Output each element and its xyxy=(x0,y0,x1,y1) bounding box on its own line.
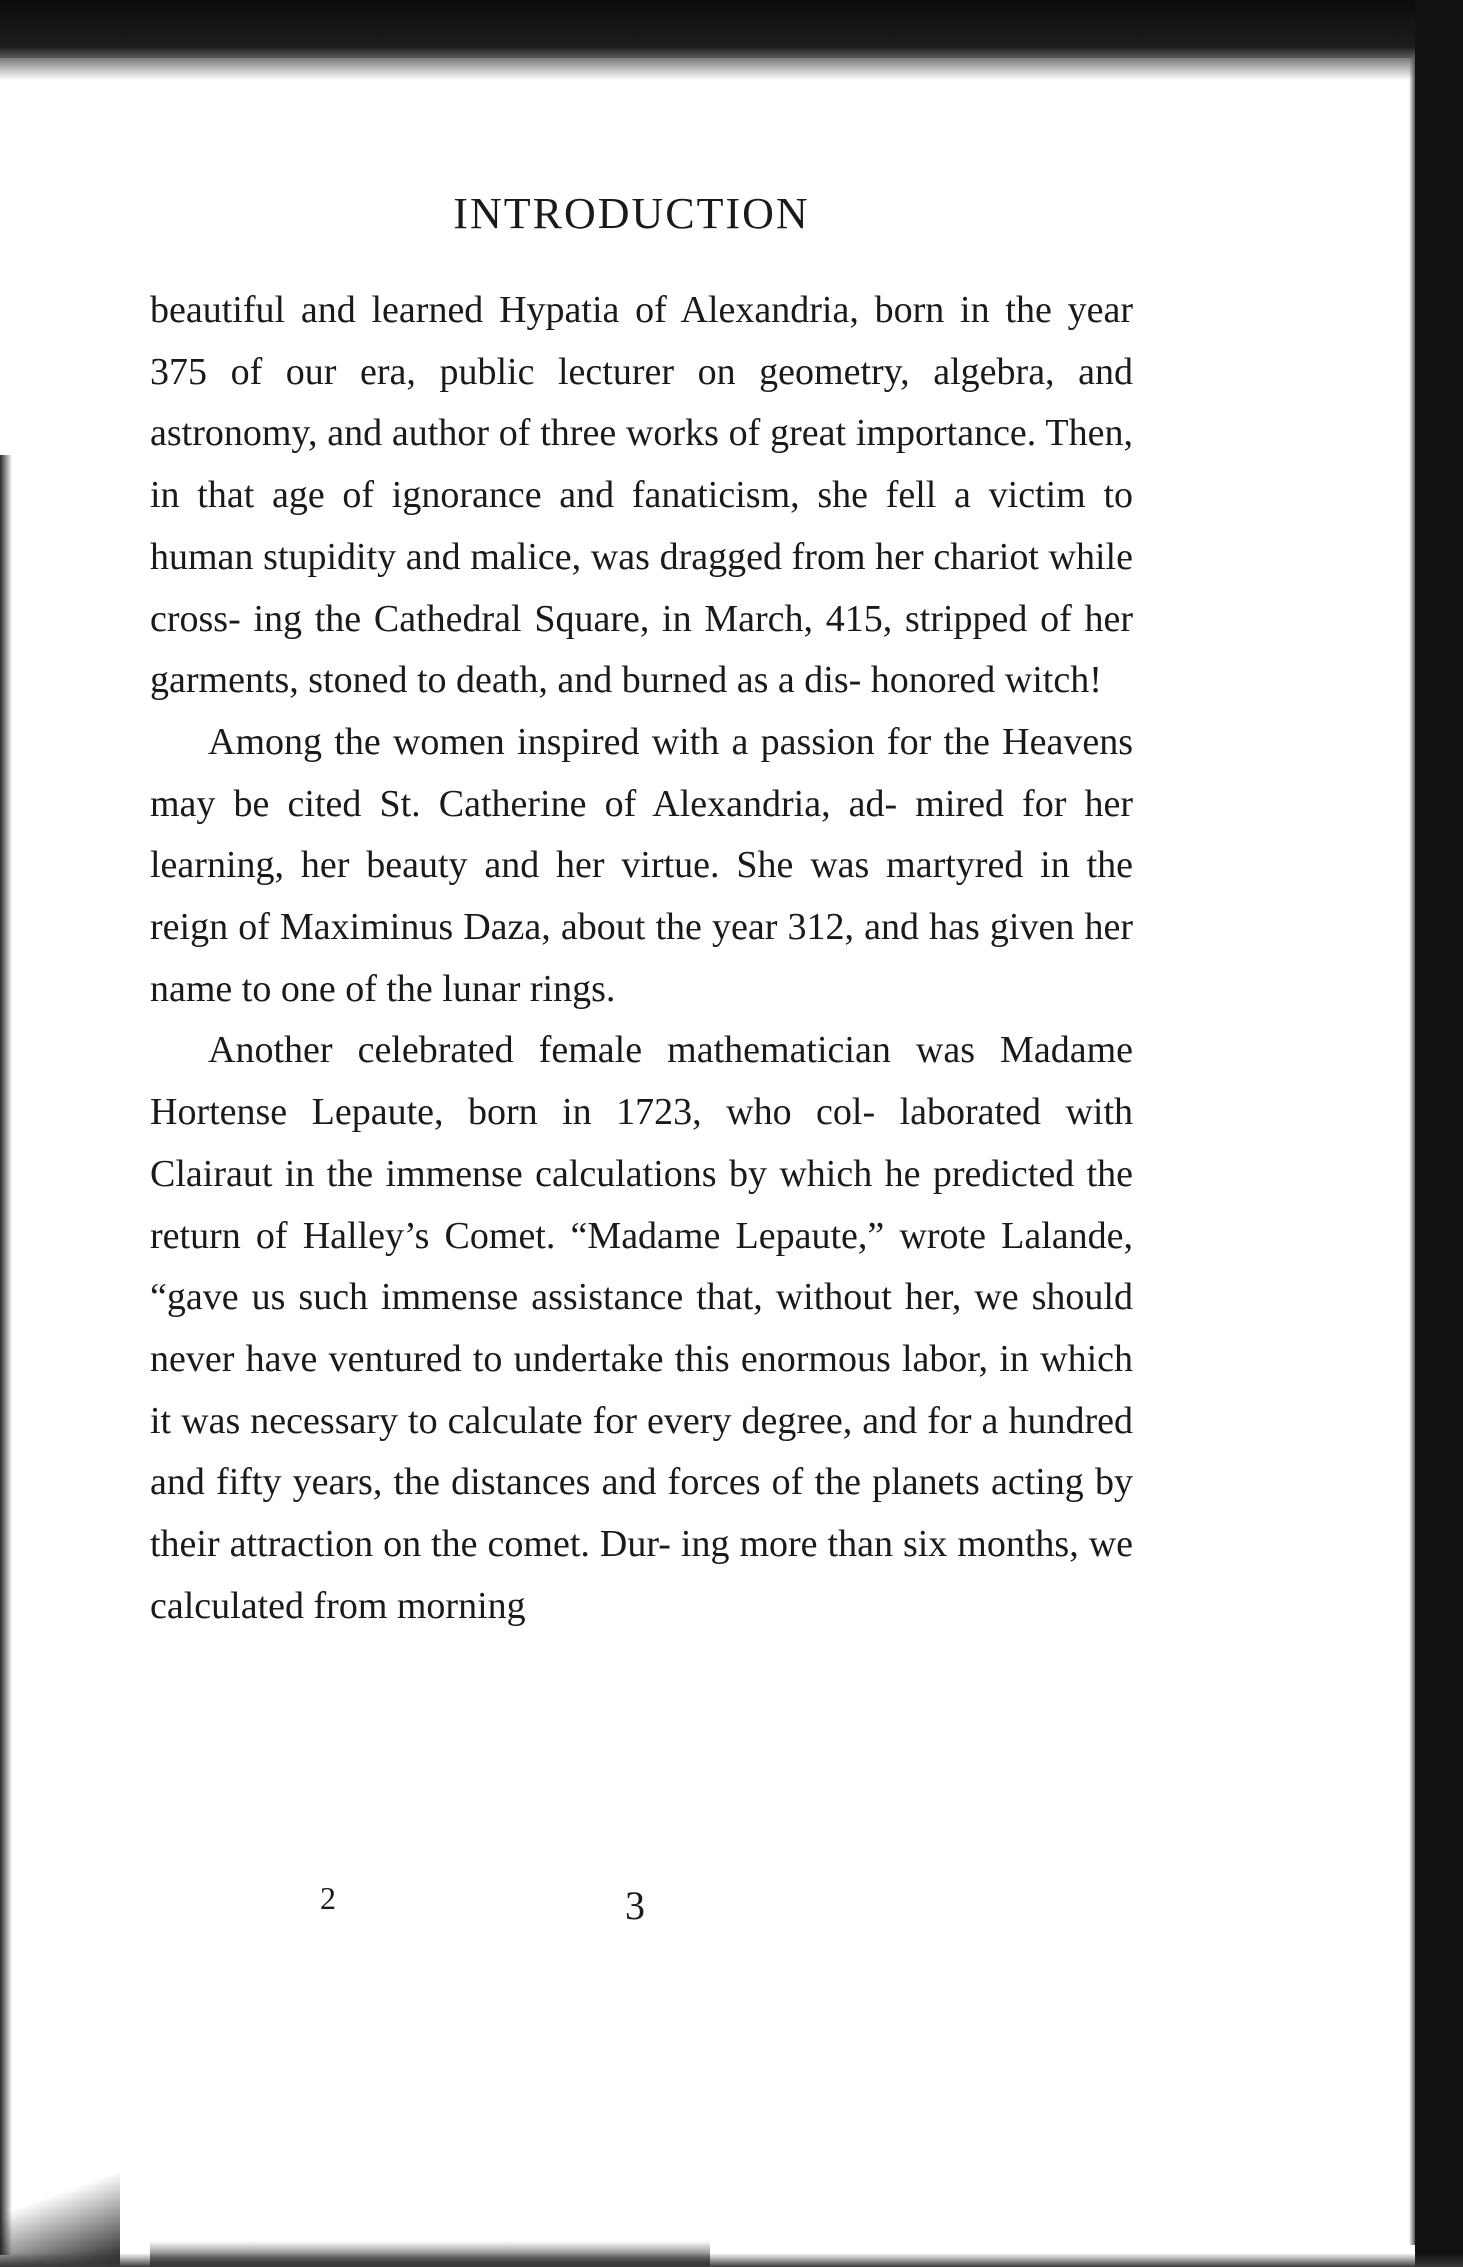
running-head: INTRODUCTION xyxy=(453,189,810,238)
paragraph-st-catherine: Among the women inspired with a passion for the Heavens may be cited St. Catherine of Alexandria, ad- mired for her learning, her beauty and her virtue. She was martyred in the reign of Maximinus Daza, about the year 312, and has given her name to one of the lunar rings. xyxy=(150,720,1133,1010)
scan-border-top xyxy=(0,0,1463,58)
scan-border-right-edge xyxy=(1409,55,1415,2245)
scan-border-top-fade xyxy=(0,58,1463,80)
scan-corner-shadow xyxy=(0,2150,120,2267)
body-text xyxy=(150,280,1133,1637)
signature-mark: 2 xyxy=(320,1880,336,1916)
scan-border-right xyxy=(1415,0,1463,2267)
page-number: 3 xyxy=(625,1883,645,1928)
scan-border-left xyxy=(0,455,12,2255)
paragraph-hypatia: beautiful and learned Hypatia of Alexandria, born in the year 375 of our era, public lecturer on geometry, algebra, and astronomy, and author of three works of great importance. Then, in that age of ignorance and fanaticism, she fell a victim to human stupidity and malice, was dragged from her chariot while cross- ing the Cathedral Square, in March, 415, stripped of her garments, stoned to death, and burned as a dis- honored witch! xyxy=(150,289,1133,702)
paragraph-lepaute: Another celebrated female mathematician was Madame Hortense Lepaute, born in 1723, who col- laborated with Clairaut in the immense calculations by which he predicted the return of Halley’s Comet. “Madame Lepaute,” wrote Lalande, “gave us such immense assistance that, without her, we should never have ventured to undertake this enormous labor, in which it was necessary to calculate for every degree, and for a hundred and fifty years, the distances and forces of the planets acting by their attraction on the comet. Dur- ing more than six months, we calculated from morning xyxy=(150,1029,1133,1627)
scan-border-bottom xyxy=(0,2253,1463,2267)
